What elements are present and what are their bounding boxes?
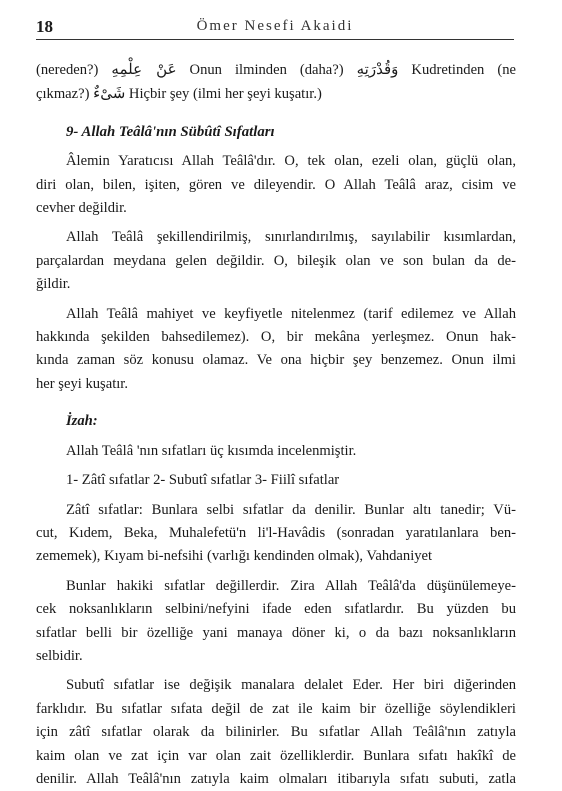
intro-line-1: (nereden?) عَنْ عِلْمِهِ Onun ilminden (daha?) وَقُدْرَتِهِ Kudretinden (ne [36, 60, 516, 78]
paragraph-3: Allah Teâlâ mahiyet ve keyfiyetle nitelenmez (tarif edilemez ve Allah hakkında şekilden bahsedilemez). O, bir mekâna yerleşmez. Onun hak- kında zaman söz konusu olamaz. Ve ona hiçbir şey benzemez. Onun ilmi her şeyi kuşatır. [36, 305, 516, 392]
intro-line-2: çıkmaz?) شَىْءٌ Hiçbir şey (ilmi her şeyi kuşatır.) [36, 84, 322, 103]
paragraph-8: Subutî sıfatlar ise değişik manalara delalet Eder. Her biri diğerinden farklıdır. Bu sıfatlar sıfata değil de zat ile kaim bir özelliğe söylendikleri için zâtî sıfatlar olarak da bilinirler. Bu sıfatlar Allah Teâlâ'nın zatıyla kaim olan ve zat için var olan zait özelliklerdir. Bunlara sıfatı hakîkî de denilir. Allah Teâlâ'nın zatıyla kaim olmaları itibarıyla sıfatı subuti, zatla [36, 677, 516, 787]
intro-paragraph [36, 58, 516, 107]
paragraph-7: Bunlar hakiki sıfatlar değillerdir. Zira Allah Teâlâ'da düşünülemeye- cek noksanlıkların selbini/nefyini ifade eden sıfatlardır. Bu yüzden bu sıfatlar belli bir özelliğe yani manaya döner ki, o da bazı noksanlıkların selbidir. [36, 577, 516, 664]
paragraph-6: Zâtî sıfatlar: Bunlara selbi sıfatlar da denilir. Bunlar altı tanedir; Vü- cut, Kıdem, Beka, Muhalefetü'n li'l-Havâdis (sonradan yaratılanlara ben- zememek), Kıyam bi-nefsihi (varlığı kendinden olmak), Vahdaniyet [36, 501, 516, 565]
izah-label: İzah: [66, 413, 98, 430]
section-heading: 9- Allah Teâlâ'nın Sübûtî Sıfatları [66, 123, 275, 140]
paragraph-5: 1- Zâtî sıfatlar 2- Subutî sıfatlar 3- Fiilî sıfatlar [66, 472, 340, 489]
arabic-phrase: شَىْءٌ [93, 84, 126, 103]
page-number: 18 [36, 17, 53, 36]
paragraph-4: Allah Teâlâ 'nın sıfatları üç kısımda incelenmiştir. [66, 442, 357, 459]
arabic-phrase: وَقُدْرَتِهِ [356, 60, 399, 78]
arabic-phrase: عَنْ عِلْمِهِ [111, 60, 177, 78]
paragraph-2: Allah Teâlâ şekillendirilmiş, sınırlandırılmış, sayılabilir kısımlardan, parçalardan meydana gelen değildir. O, bileşik olan ve son bulan da de- ğildir. [36, 229, 516, 293]
page-body [36, 58, 516, 791]
page-header [36, 15, 514, 40]
running-title: Ömer Nesefi Akaidi [196, 18, 354, 34]
paragraph-1: Âlemin Yaratıcısı Allah Teâlâ'dır. O, tek olan, ezeli olan, güçlü olan, diri olan, bilen, işiten, gören ve dileyendir. O Allah Teâlâ araz, cisim ve cevher değildir. [36, 153, 516, 217]
